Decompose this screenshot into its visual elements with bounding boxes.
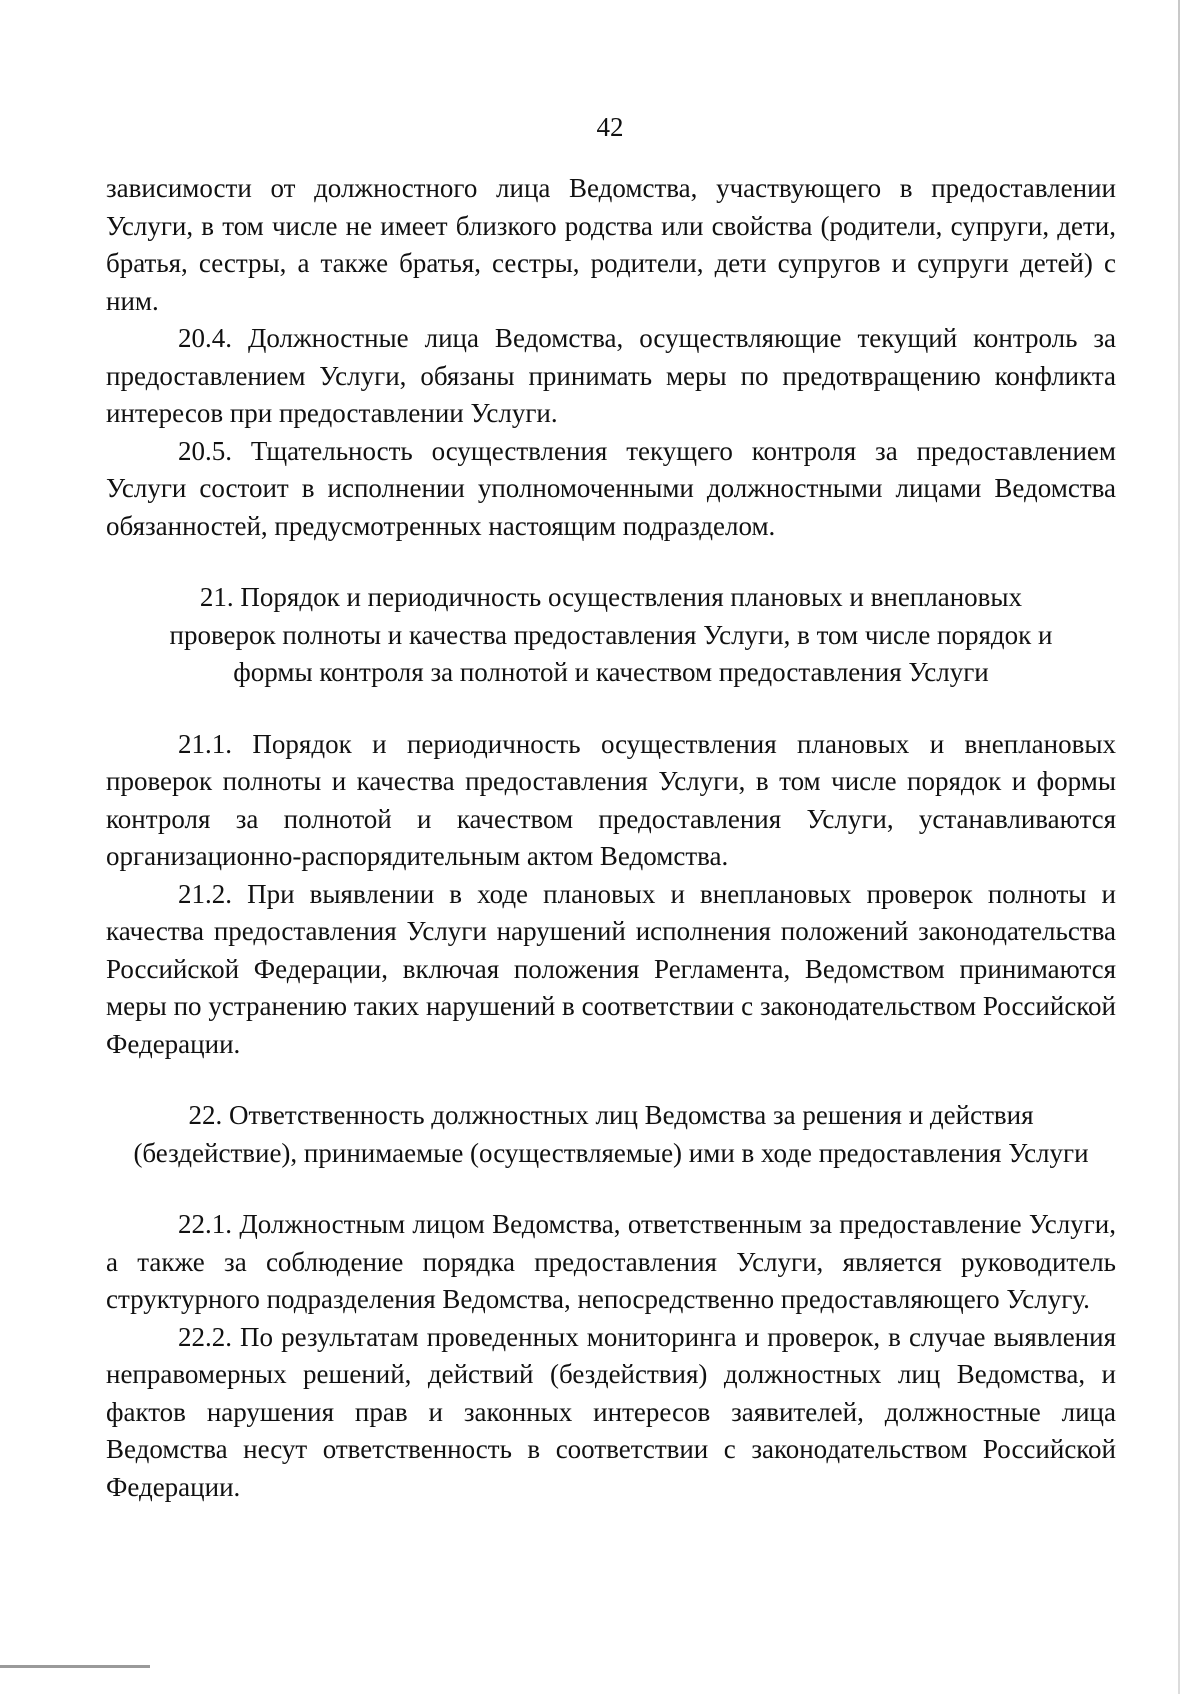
document-body [106,170,1116,1506]
scan-edge-mark [0,1665,150,1668]
scan-edge-line [1178,0,1180,1694]
paragraph-20-5: 20.5. Тщательность осуществления текущего контроля за предоставлением Услуги состоит в исполнении уполномоченными должностными лицами Ведомства обязанностей, предусмотренных настоящим подразделом. [106,435,1116,541]
paragraph-21-2: 21.2. При выявлении в ходе плановых и внеплановых проверок полноты и качества предоставления Услуги нарушений исполнения положений законодательства Российской Федерации, включая положения Регламента, Ведомством принимаются меры по устранению таких нарушений в соответствии с законодательством Российской Федерации. [106,878,1116,1059]
paragraph-21-1: 21.1. Порядок и периодичность осуществления плановых и внеплановых проверок полноты и качества предоставления Услуги, в том числе порядок и формы контроля за полнотой и качеством предоставления Услуги, устанавливаются организационно-распорядительным актом Ведомства. [106,728,1116,871]
section-heading-21: 21. Порядок и периодичность осуществления плановых и внеплановых проверок полноты и качества предоставления Услуги, в том числе порядок и формы контроля за полнотой и качеством предоставления Услуги [169,582,1053,687]
paragraph-22-2: 22.2. По результатам проведенных мониторинга и проверок, в случае выявления неправомерных решений, действий (бездействия) должностных лиц Ведомства, и фактов нарушения прав и законных интересов заявителей, должностные лица Ведомства несут ответственность в соответствии с законодательством Российской Федерации. [106,1321,1116,1502]
paragraph-20-4: 20.4. Должностные лица Ведомства, осуществляющие текущий контроль за предоставлением Услуги, обязаны принимать меры по предотвращению конфликта интересов при предоставлении Услуги. [106,323,1116,428]
paragraph-22-1: 22.1. Должностным лицом Ведомства, ответственным за предоставление Услуги, а также за соблюдение порядка предоставления Услуги, является руководитель структурного подразделения Ведомства, непосредственно предоставляющего Услугу. [106,1209,1116,1314]
section-heading-22: 22. Ответственность должностных лиц Ведомства за решения и действия (бездействие), принимаемые (осуществляемые) ими в ходе предоставления Услуги [133,1100,1089,1168]
page-number: 42 [596,112,624,142]
paragraph-continuation: зависимости от должностного лица Ведомства, участвующего в предоставлении Услуги, в том числе не имеет близкого родства или свойства (родители, супруги, дети, братья, сестры, а также братья, сестры, родители, дети супругов и супруги детей) с ним. [106,173,1116,316]
